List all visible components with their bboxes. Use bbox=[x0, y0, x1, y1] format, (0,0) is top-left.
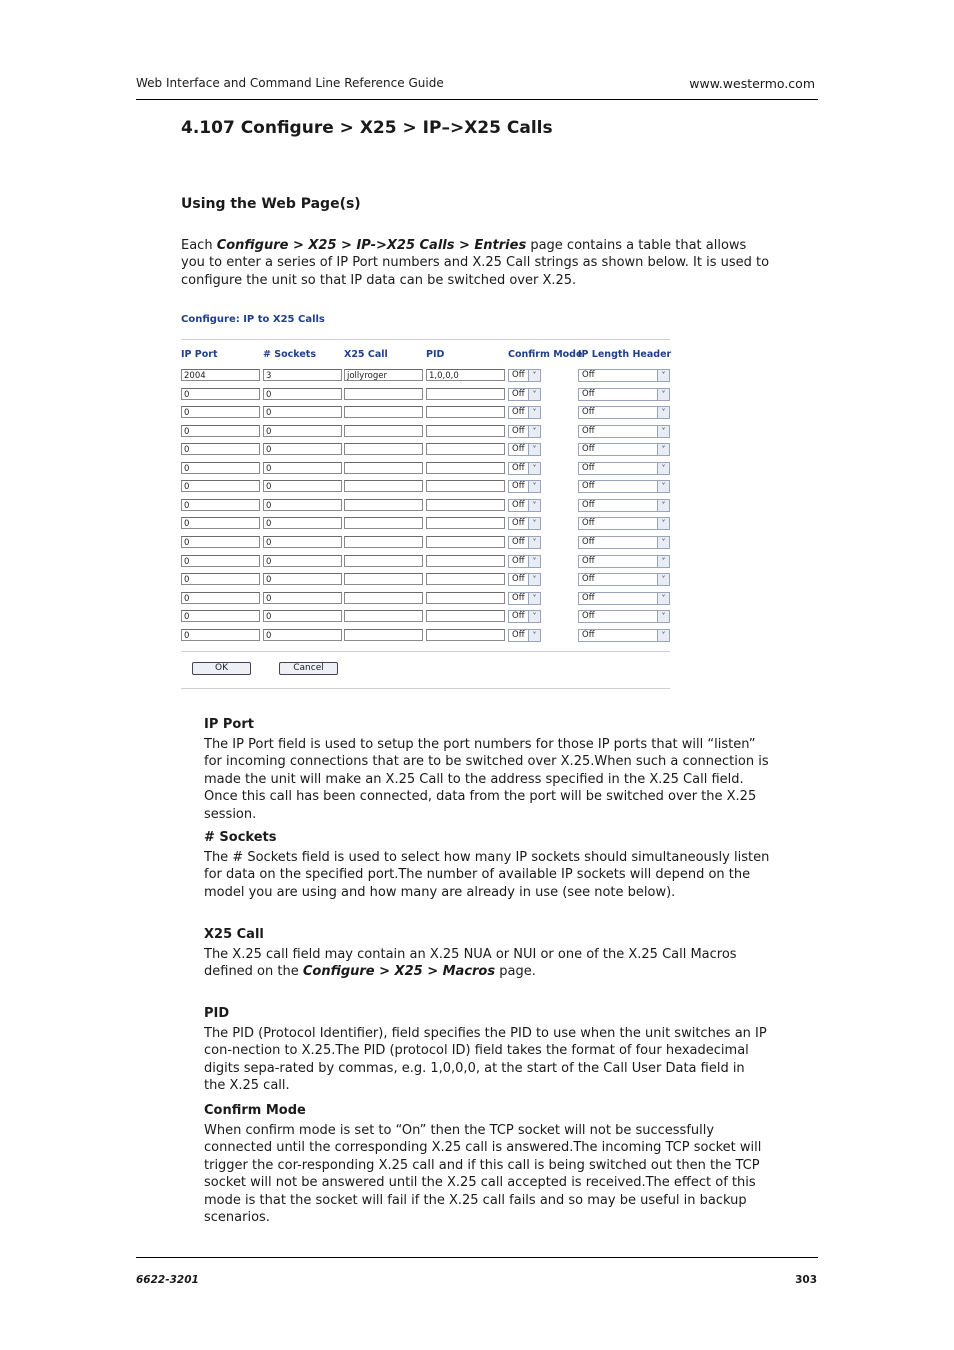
select-value: Off bbox=[512, 592, 525, 603]
ip-port-input[interactable]: 0 bbox=[181, 610, 260, 622]
x25-call-input[interactable] bbox=[344, 406, 423, 418]
confirm-mode-select[interactable] bbox=[508, 462, 541, 475]
x25-call-input[interactable] bbox=[344, 443, 423, 455]
confirm-mode-select[interactable] bbox=[508, 425, 541, 438]
select-value: Off bbox=[512, 611, 525, 622]
confirm-mode-select[interactable] bbox=[508, 555, 541, 568]
chevron-down-icon[interactable]: ˅ bbox=[657, 537, 669, 548]
select-value: Off bbox=[512, 407, 525, 418]
table-row bbox=[181, 369, 671, 383]
select-value: Off bbox=[582, 574, 595, 585]
chevron-down-icon[interactable]: ˅ bbox=[657, 370, 669, 381]
select-value: Off bbox=[582, 388, 595, 399]
select-value: Off bbox=[582, 462, 595, 473]
ip-length-header-select[interactable] bbox=[578, 555, 670, 568]
sockets-input[interactable]: 0 bbox=[263, 573, 342, 585]
select-value: Off bbox=[582, 611, 595, 622]
confirm-mode-select[interactable] bbox=[508, 573, 541, 586]
screenshot-bottom-rule bbox=[181, 688, 670, 689]
field-heading: Confirm Mode bbox=[204, 1103, 306, 1118]
pid-input[interactable] bbox=[426, 517, 505, 529]
field-heading: PID bbox=[204, 1006, 230, 1021]
table-row bbox=[181, 406, 671, 420]
page-header-right: www.westermo.com bbox=[689, 76, 815, 91]
sockets-input[interactable]: 0 bbox=[263, 555, 342, 567]
document-number: 6622-3201 bbox=[136, 1274, 199, 1286]
field-heading: X25 Call bbox=[204, 927, 264, 942]
select-value: Off bbox=[582, 444, 595, 455]
pid-input[interactable] bbox=[426, 406, 505, 418]
footer-divider bbox=[136, 1257, 818, 1258]
intro-pre: Each bbox=[181, 238, 217, 253]
chevron-down-icon[interactable]: ˅ bbox=[528, 593, 540, 604]
field-pid bbox=[204, 1005, 770, 1095]
confirm-mode-select[interactable] bbox=[508, 406, 541, 419]
ip-port-input[interactable]: 0 bbox=[181, 592, 260, 604]
select-value: Off bbox=[582, 592, 595, 603]
pid-input[interactable] bbox=[426, 499, 505, 511]
ip-length-header-select[interactable] bbox=[578, 480, 670, 493]
ok-button[interactable]: OK bbox=[192, 662, 251, 675]
chevron-down-icon[interactable]: ˅ bbox=[657, 426, 669, 437]
pid-input[interactable] bbox=[426, 555, 505, 567]
select-value: Off bbox=[582, 629, 595, 640]
select-value: Off bbox=[512, 370, 525, 380]
ip-length-header-select[interactable] bbox=[578, 629, 670, 642]
sockets-input[interactable]: 0 bbox=[263, 443, 342, 455]
pid-input[interactable] bbox=[426, 443, 505, 455]
table-row bbox=[181, 610, 671, 624]
screenshot-mid-rule bbox=[181, 651, 670, 652]
confirm-mode-select[interactable] bbox=[508, 499, 541, 512]
intro-menu-path: Configure > X25 > IP->X25 Calls > Entries bbox=[216, 238, 527, 253]
table-row bbox=[181, 517, 671, 531]
ip-port-input[interactable]: 0 bbox=[181, 388, 260, 400]
x25-call-input[interactable] bbox=[344, 536, 423, 548]
column-header-ip-length-header: IP Length Header bbox=[578, 349, 672, 360]
x25-call-input[interactable] bbox=[344, 592, 423, 604]
chevron-down-icon[interactable]: ˅ bbox=[657, 574, 669, 585]
screenshot-title: Configure: IP to X25 Calls bbox=[181, 314, 325, 325]
sockets-input[interactable]: 0 bbox=[263, 592, 342, 604]
pid-input[interactable] bbox=[426, 629, 505, 641]
chevron-down-icon[interactable]: ˅ bbox=[657, 630, 669, 641]
field-description: When confirm mode is set to “On” then the TCP socket will not be successfully connected until the corresponding X.25 call is answered.The incoming TCP socket will trigger the cor-responding X.25 call and if this call is being switched out then the TCP socket will not be answered until the X.25 call accepted is received.The effect of this mode is that the socket will fail if the X.25 call fails and so may be useful in backup scenarios. bbox=[204, 1123, 762, 1226]
field-confirm-mode bbox=[204, 1102, 770, 1226]
ip-port-input[interactable]: 0 bbox=[181, 406, 260, 418]
x25-call-input[interactable] bbox=[344, 555, 423, 567]
ip-length-header-select[interactable] bbox=[578, 610, 670, 623]
confirm-mode-select[interactable] bbox=[508, 629, 541, 642]
chevron-down-icon[interactable]: ˅ bbox=[657, 500, 669, 511]
ip-port-input[interactable]: 0 bbox=[181, 536, 260, 548]
chevron-down-icon[interactable]: ˅ bbox=[657, 389, 669, 400]
confirm-mode-select[interactable] bbox=[508, 369, 541, 382]
sockets-input[interactable]: 0 bbox=[263, 462, 342, 474]
field-heading: # Sockets bbox=[204, 830, 277, 845]
table-row bbox=[181, 555, 671, 569]
ip-x25-screenshot bbox=[181, 312, 671, 692]
pid-input[interactable] bbox=[426, 573, 505, 585]
column-header-pid: PID bbox=[426, 349, 445, 360]
chevron-down-icon[interactable]: ˅ bbox=[528, 370, 540, 381]
chevron-down-icon[interactable]: ˅ bbox=[657, 463, 669, 474]
select-value: Off bbox=[512, 444, 525, 455]
chevron-down-icon[interactable]: ˅ bbox=[528, 463, 540, 474]
cancel-button[interactable]: Cancel bbox=[279, 662, 338, 675]
table-row bbox=[181, 388, 671, 402]
sockets-input[interactable]: 0 bbox=[263, 610, 342, 622]
confirm-mode-select[interactable] bbox=[508, 536, 541, 549]
pid-input[interactable] bbox=[426, 592, 505, 604]
field-heading: IP Port bbox=[204, 717, 254, 732]
select-value: Off bbox=[512, 629, 525, 640]
ip-length-header-select[interactable] bbox=[578, 425, 670, 438]
ip-port-input[interactable]: 0 bbox=[181, 629, 260, 641]
chevron-down-icon[interactable]: ˅ bbox=[528, 444, 540, 455]
ip-port-input[interactable]: 0 bbox=[181, 499, 260, 511]
confirm-mode-select[interactable] bbox=[508, 517, 541, 530]
sockets-input[interactable]: 0 bbox=[263, 536, 342, 548]
ip-port-input[interactable]: 0 bbox=[181, 480, 260, 492]
chevron-down-icon[interactable]: ˅ bbox=[657, 444, 669, 455]
sockets-input[interactable]: 0 bbox=[263, 406, 342, 418]
select-value: Off bbox=[582, 555, 595, 566]
chevron-down-icon[interactable]: ˅ bbox=[528, 630, 540, 641]
ip-port-input[interactable]: 0 bbox=[181, 443, 260, 455]
table-row bbox=[181, 592, 671, 606]
sockets-input[interactable]: 0 bbox=[263, 629, 342, 641]
select-value: Off bbox=[512, 388, 525, 399]
sockets-input[interactable]: 0 bbox=[263, 388, 342, 400]
pid-input[interactable] bbox=[426, 610, 505, 622]
field-description: The IP Port field is used to setup the port numbers for those IP ports that will “listen” for incoming connections that are to be switched over X.25.When such a connection is made the unit will make an X.25 Call to the address specified in the X.25 Call field. Once this call has been connected, data from the port will be switched over the X.25 session. bbox=[204, 737, 769, 822]
column-header-ip-port: IP Port bbox=[181, 349, 218, 360]
select-value: Off bbox=[512, 536, 525, 547]
chevron-down-icon[interactable]: ˅ bbox=[528, 537, 540, 548]
confirm-mode-select[interactable] bbox=[508, 443, 541, 456]
select-value: Off bbox=[512, 555, 525, 566]
select-value: Off bbox=[512, 499, 525, 510]
chevron-down-icon[interactable]: ˅ bbox=[657, 611, 669, 622]
column-header-confirm-mode: Confirm Mode bbox=[508, 349, 583, 360]
ip-length-header-select[interactable] bbox=[578, 443, 670, 456]
ip-length-header-select[interactable] bbox=[578, 499, 670, 512]
confirm-mode-select[interactable] bbox=[508, 610, 541, 623]
column-header-sockets: # Sockets bbox=[263, 349, 316, 360]
x25-call-input[interactable] bbox=[344, 610, 423, 622]
page-number: 303 bbox=[795, 1274, 817, 1286]
pid-input[interactable] bbox=[426, 536, 505, 548]
header-divider bbox=[136, 99, 818, 100]
table-row bbox=[181, 462, 671, 476]
ip-length-header-select[interactable] bbox=[578, 573, 670, 586]
sockets-input[interactable]: 0 bbox=[263, 499, 342, 511]
ip-port-input[interactable]: 0 bbox=[181, 573, 260, 585]
field-menu-path: Configure > X25 > Macros bbox=[302, 964, 496, 980]
x25-call-input[interactable] bbox=[344, 499, 423, 511]
field-sockets bbox=[204, 829, 770, 901]
pid-input[interactable] bbox=[426, 480, 505, 492]
chevron-down-icon[interactable]: ˅ bbox=[657, 481, 669, 492]
chevron-down-icon[interactable]: ˅ bbox=[657, 593, 669, 604]
ip-length-header-select[interactable] bbox=[578, 462, 670, 475]
table-row bbox=[181, 443, 671, 457]
ip-port-input[interactable]: 0 bbox=[181, 462, 260, 474]
select-value: Off bbox=[582, 481, 595, 492]
chevron-down-icon[interactable]: ˅ bbox=[657, 407, 669, 418]
select-value: Off bbox=[582, 425, 595, 436]
ip-length-header-select[interactable] bbox=[578, 536, 670, 549]
select-value: Off bbox=[582, 518, 595, 529]
chevron-down-icon[interactable]: ˅ bbox=[528, 518, 540, 529]
ip-port-input[interactable]: 2004 bbox=[181, 369, 260, 381]
ip-length-header-select[interactable] bbox=[578, 369, 670, 382]
ip-length-header-select[interactable] bbox=[578, 517, 670, 530]
field-description: The PID (Protocol Identifier), field specifies the PID to use when the unit switches an IP con-nection to X.25.The PID (protocol ID) field takes the format of four hexadecimal digits sepa-rated by commas, e.g. 1,0,0,0, at the start of the Call User Data field in the X.25 call. bbox=[204, 1026, 767, 1094]
x25-call-input[interactable] bbox=[344, 425, 423, 437]
sockets-input[interactable]: 0 bbox=[263, 425, 342, 437]
column-header-x25-call: X25 Call bbox=[344, 349, 388, 360]
chevron-down-icon[interactable]: ˅ bbox=[528, 556, 540, 567]
select-value: Off bbox=[582, 370, 595, 380]
section-subtitle: Using the Web Page(s) bbox=[181, 196, 361, 212]
table-row bbox=[181, 480, 671, 494]
screenshot-top-rule bbox=[181, 339, 670, 340]
table-row bbox=[181, 573, 671, 587]
x25-call-input[interactable] bbox=[344, 480, 423, 492]
x25-call-input[interactable]: jollyroger bbox=[344, 369, 423, 381]
ip-length-header-select[interactable] bbox=[578, 388, 670, 401]
field-text-pre: The X.25 call field may contain an X.25 NUA or NUI or one of the X.25 Call Macros defined on the bbox=[204, 947, 737, 980]
field-ip-port bbox=[204, 716, 770, 823]
confirm-mode-select[interactable] bbox=[508, 592, 541, 605]
chevron-down-icon[interactable]: ˅ bbox=[528, 426, 540, 437]
chevron-down-icon[interactable]: ˅ bbox=[528, 574, 540, 585]
ip-port-input[interactable]: 0 bbox=[181, 425, 260, 437]
sockets-input[interactable]: 3 bbox=[263, 369, 342, 381]
chevron-down-icon[interactable]: ˅ bbox=[528, 389, 540, 400]
x25-call-input[interactable] bbox=[344, 629, 423, 641]
table-row bbox=[181, 499, 671, 513]
chevron-down-icon[interactable]: ˅ bbox=[528, 407, 540, 418]
field-text-post: page. bbox=[495, 964, 536, 980]
ip-port-input[interactable]: 0 bbox=[181, 555, 260, 567]
pid-input[interactable] bbox=[426, 425, 505, 437]
sockets-input[interactable]: 0 bbox=[263, 517, 342, 529]
pid-input[interactable]: 1,0,0,0 bbox=[426, 369, 505, 381]
chevron-down-icon[interactable]: ˅ bbox=[528, 611, 540, 622]
page-header-left: Web Interface and Command Line Reference Guide bbox=[136, 76, 444, 90]
select-value: Off bbox=[512, 518, 525, 529]
ip-length-header-select[interactable] bbox=[578, 406, 670, 419]
table-row bbox=[181, 425, 671, 439]
confirm-mode-select[interactable] bbox=[508, 480, 541, 493]
field-x25-call bbox=[204, 926, 770, 981]
select-value: Off bbox=[582, 407, 595, 418]
field-description: The # Sockets field is used to select how many IP sockets should simultaneously listen for data on the specified port.The number of available IP sockets will depend on the model you are using and how many are already in use (see note below). bbox=[204, 850, 770, 900]
x25-call-input[interactable] bbox=[344, 388, 423, 400]
field-description bbox=[204, 946, 770, 981]
select-value: Off bbox=[512, 481, 525, 492]
select-value: Off bbox=[512, 462, 525, 473]
select-value: Off bbox=[582, 536, 595, 547]
select-value: Off bbox=[512, 574, 525, 585]
ip-length-header-select[interactable] bbox=[578, 592, 670, 605]
ip-port-input[interactable]: 0 bbox=[181, 517, 260, 529]
chevron-down-icon[interactable]: ˅ bbox=[657, 556, 669, 567]
confirm-mode-select[interactable] bbox=[508, 388, 541, 401]
pid-input[interactable] bbox=[426, 388, 505, 400]
select-value: Off bbox=[512, 425, 525, 436]
intro-paragraph bbox=[181, 237, 771, 289]
x25-call-input[interactable] bbox=[344, 573, 423, 585]
x25-call-input[interactable] bbox=[344, 517, 423, 529]
select-value: Off bbox=[582, 499, 595, 510]
intro-post: page contains a table that allows you to enter a series of IP Port numbers and X.25 Call strings as shown below. It is used to configure the unit so that IP data can be switched over X.25. bbox=[181, 238, 770, 288]
table-row bbox=[181, 536, 671, 550]
sockets-input[interactable]: 0 bbox=[263, 480, 342, 492]
pid-input[interactable] bbox=[426, 462, 505, 474]
x25-call-input[interactable] bbox=[344, 462, 423, 474]
chevron-down-icon[interactable]: ˅ bbox=[528, 481, 540, 492]
chevron-down-icon[interactable]: ˅ bbox=[657, 518, 669, 529]
table-row bbox=[181, 629, 671, 643]
chevron-down-icon[interactable]: ˅ bbox=[528, 500, 540, 511]
section-title: 4.107 Configure > X25 > IP–>X25 Calls bbox=[181, 118, 553, 138]
